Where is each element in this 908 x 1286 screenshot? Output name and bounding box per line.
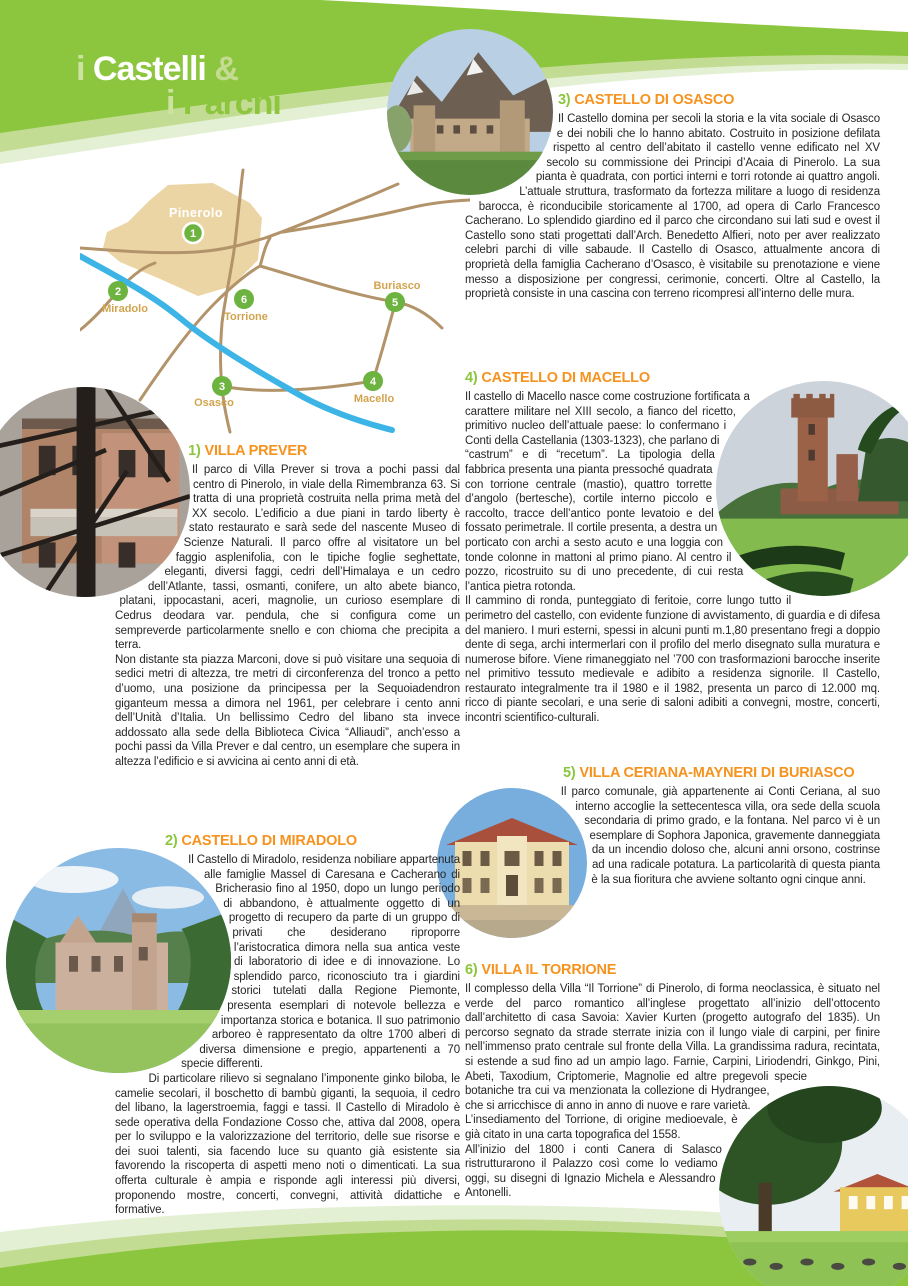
section-title: CASTELLO DI MACELLO [481, 370, 650, 386]
section-paragraph: Il Castello di Miradolo, residenza nobiliare appartenuta alle famiglie Massel di Caresana e Cacherano di Bricherasio fino al 1950, dopo un lungo periodo di abbandono, è attualmente oggetto di un progetto di recupero da parte di un gruppo di privati che desiderano riproporre l’aristocratica dimora nella sua antica veste di laboratorio di idee e di innovazione. Lo splendido parco, riconosciuto tra i giardini storici tutelati dalla Regione Piemonte, presenta esemplari di notevole bellezza e importanza storica e botanica. Il suo patrimonio arboreo è rappresentato da oltre 1700 alberi di diversa dimensione e pregio, appartenenti a 70 specie differenti. [181, 854, 460, 1071]
title-ampersand: & [214, 50, 238, 88]
title-word-castelli: Castelli [92, 50, 206, 88]
section-heading-castello-miradolo [115, 833, 460, 850]
svg-text:2: 2 [114, 286, 122, 298]
svg-text:3: 3 [218, 381, 226, 393]
section-castello-osasco [465, 92, 880, 302]
page-title-line1 [76, 52, 281, 86]
section-number: 6) [465, 962, 478, 978]
svg-text:1: 1 [189, 228, 197, 240]
section-paragraph: Il parco comunale, già appartenente ai Conti Ceriana, al suo interno accoglie la settecentesca villa, ora sede della scuola secondaria di primo grado, e la fontana. Nel parco vi è un esemplare di Sophora Japonica, gravemente danneggiata da un incendio doloso che, alcuni anni orsono, costrinse ad una radicale potatura. La particolarità di questa pianta è la sua fioritura che avviene soltanto ogni cinque anni. [560, 786, 880, 886]
map-label-pinerolo: Pinerolo [168, 206, 224, 220]
section-number: 2) [165, 833, 178, 849]
section-title: VILLA PREVER [204, 443, 308, 459]
map-label-osasco: Osasco [194, 397, 234, 409]
section-title: VILLA IL TORRIONE [481, 962, 617, 978]
map-marker-3 [212, 376, 232, 396]
map-marker-2 [108, 281, 128, 301]
section-villa-ceriana [465, 765, 880, 945]
map-roads [80, 170, 470, 432]
map-label-miradolo: Miradolo [102, 303, 148, 315]
section-villa-prever [115, 443, 460, 769]
section-number: 5) [563, 765, 576, 781]
section-paragraph: Il Castello domina per secoli la storia e la vita sociale di Osasco e dei nobili che lo hanno abitato. Costruito in posizione defilata rispetto al centro dell’abitato il castello venne edificato nel XV secolo su commissione dei Principi d’Acaia di Pinerolo. La sua pianta è quadrata, con portici interni e torri rotonde ai quattro angoli. L’attuale struttura, trasformato da fortezza militare a luogo di residenza barocca, è riconducibile storicamente al 1700, ad opera di Carlo Francesco Cacherano. Lo splendido giardino ed il parco che circondano sui lati sud e ovest il Castello sono stati progettati dall’Arch. Benedetto Alfieri, noto per aver realizzato celebri parchi di ville sabaude. Il Castello di Osasco, attualmente ancora di proprietà della famiglia Cacherano d’Osasco, è visitabile su prenotazione e viene messo a disposizione per congressi, cerimonie, concerti. Oltre al Castello, la proprietà consiste in una cascina con terreno ricompresi all’interno delle mura. [465, 113, 880, 301]
svg-text:6: 6 [240, 294, 248, 306]
map-label-torrione: Torrione [224, 311, 268, 323]
section-number: 3) [557, 92, 571, 108]
map-marker-4 [363, 371, 383, 391]
section-number: 1) [188, 443, 201, 459]
section-paragraph: Il castello di Macello nasce come costruzione fortificata a carattere militare nel XIII secolo, a fianco del ricetto, primitivo nucleo dell’attuale paese: lo confermano i Conti della Castellania (1303-1323), che parlano di “castrum” e di “recetum”. La tipologia della fabbrica presenta una pianta pressoché quadrata con torrione centrale (mastio), quattro torrette d’angolo (bertesche), cortile interno piccolo e raccolto, tracce dell’antico ponte levatoio e del fossato perimetrale. Il cortile presenta, a destra un porticato con archi a sesto acuto e una loggia con tonde colonne in mattoni al primo piano. Al centro il pozzo, ricostruito su di uno precedente, di cui resta l’antica pietra rotonda. [465, 391, 750, 593]
section-paragraph: Non distante sta piazza Marconi, dove si può visitare una sequoia di sedici metri di altezza, tre metri di circonferenza del tronco a petto d’uomo, una posizione da principessa per la Sequoiadendron giganteum messa a dimora nel 1961, per celebrare i cento anni dell’Unità d’Italia. Un bellissimo Cedro del libano sta invece addossato alla sede della Biblioteca Civica “Alliaudi”, anch’esso a pochi passi da Villa Prever e dal centro, un esemplare che supera in altezza l’edificio e si avvicina ai cento anni di età. [115, 653, 460, 768]
section-castello-miradolo [115, 833, 460, 1218]
title-i2: i [166, 84, 175, 122]
section-number: 4) [465, 370, 478, 386]
map-label-buriasco: Buriasco [373, 280, 421, 292]
section-villa-torrione [465, 962, 880, 1224]
section-castello-macello [465, 370, 880, 726]
area-map [80, 168, 470, 438]
map-marker-6 [234, 289, 254, 309]
section-title: CASTELLO DI MIRADOLO [181, 833, 357, 849]
section-paragraph: Di particolare rilievo si segnalano l’imponente ginko biloba, le camelie secolari, il boschetto di bambù giganti, la sequoia, il cedro del libano, la lagerstroemia, faggi e tassi. Il Castello di Miradolo è sede operativa della Fondazione Cosso che, attiva dal 2008, opera per lo sviluppo e la valorizzazione del territorio, delle sue risorse e dei suoi talenti, sia facendo luce su quanto già esistente sia favorendo la riscoperta di aspetti meno noti o dimenticati. La sua offerta culturale è ampia e risponde agli interessi più diversi, proponendo mostre, concerti, convegni, attività didattiche e formative. [115, 1072, 460, 1217]
section-paragraph: Il complesso della Villa “Il Torrione” di Pinerolo, di forma neoclassica, è situato nel verde del parco romantico all’inglese progettato all’inizio dell’ottocento dall’architetto di casa Savoia: Xavier Kurten (progetto autografo del 1835). Un percorso segnato da strade sterrate inizia con il lungo viale di carpini, per finire nell’immenso prato centrale sul fronte della Villa. La grandissima radura, recintata, si estende a sud fino ad un ampio lago. Farnie, Carpini, Liriodendri, Ginkgo, Pini, Abeti, Taxodium, Criptomerie, Magnolie ed altre pregevoli specie botaniche tra cui va menzionata la collezione di Hydrangee, che si arricchisce di anno in anno di nuove e rare varietà. L’insediamento del Torrione, di origine medioevale, è già citato in una carta topografica del 1558. [465, 983, 880, 1141]
title-word-parchi: Parchi [182, 84, 281, 122]
title-i1: i [76, 50, 85, 88]
page-title [76, 52, 281, 120]
section-title: CASTELLO DI OSASCO [574, 92, 735, 108]
section-paragraph: Il cammino di ronda, punteggiato di feritoie, corre lungo tutto il perimetro del castello, con evidente funzione di avvistamento, di guardia e di difesa del maniero. I muri esterni, spessi in alcuni punti m.1,80 presentano fregi a doppio dente di sega, archi intermerlari con il profilo del merlo disegnato sulla muratura e numerose bifore. Viene rimaneggiato nel ’700 con trasformazioni barocche inserite nel primitivo tessuto medievale e adibito a residenza signorile. Il Castello, restaurato integralmente tra il 1980 e il 1982, presenta un parco di 12.000 mq. ricco di piante secolari, e una serie di saloni adibiti a convegni, mostre, concerti, incontri scientifico-culturali. [465, 595, 880, 725]
map-marker-1 [183, 223, 203, 243]
section-paragraph: All’inizio del 1800 i conti Canera di Salasco ristrutturarono il Palazzo così come lo vediamo oggi, su disegni di Ignazio Michela e Alessandro Antonelli. [465, 1143, 722, 1200]
map-marker-5 [385, 292, 405, 312]
section-paragraph: Il parco di Villa Prever si trova a pochi passi dal centro di Pinerolo, in viale della Rimembranza 63. Si tratta di una proprietà costruita nella prima metà del XX secolo. L’edificio a due piani in tardo liberty è stato restaurato e sarà sede del nascente Museo di Scienze Naturali. Il parco offre al visitatore un bel faggio asplenifolia, con le tipiche foglie seghettate, eleganti, diversi faggi, cedri dell’Himalaya e un cedro dell’Atlante, tassi, osmanti, conifere, un alto abete bianco, platani, ippocastani, aceri, magnolie, un curioso esemplare di Cedrus deodara var. pendula, che si configura come un sempreverde particolarmente snello e con chioma che precipita a terra. [115, 464, 460, 652]
section-title: VILLA CERIANA-MAYNERI DI BURIASCO [579, 765, 855, 781]
page-title-line2 [76, 86, 281, 120]
svg-text:5: 5 [391, 297, 399, 309]
map-label-macello: Macello [353, 393, 395, 405]
svg-text:4: 4 [369, 376, 377, 388]
